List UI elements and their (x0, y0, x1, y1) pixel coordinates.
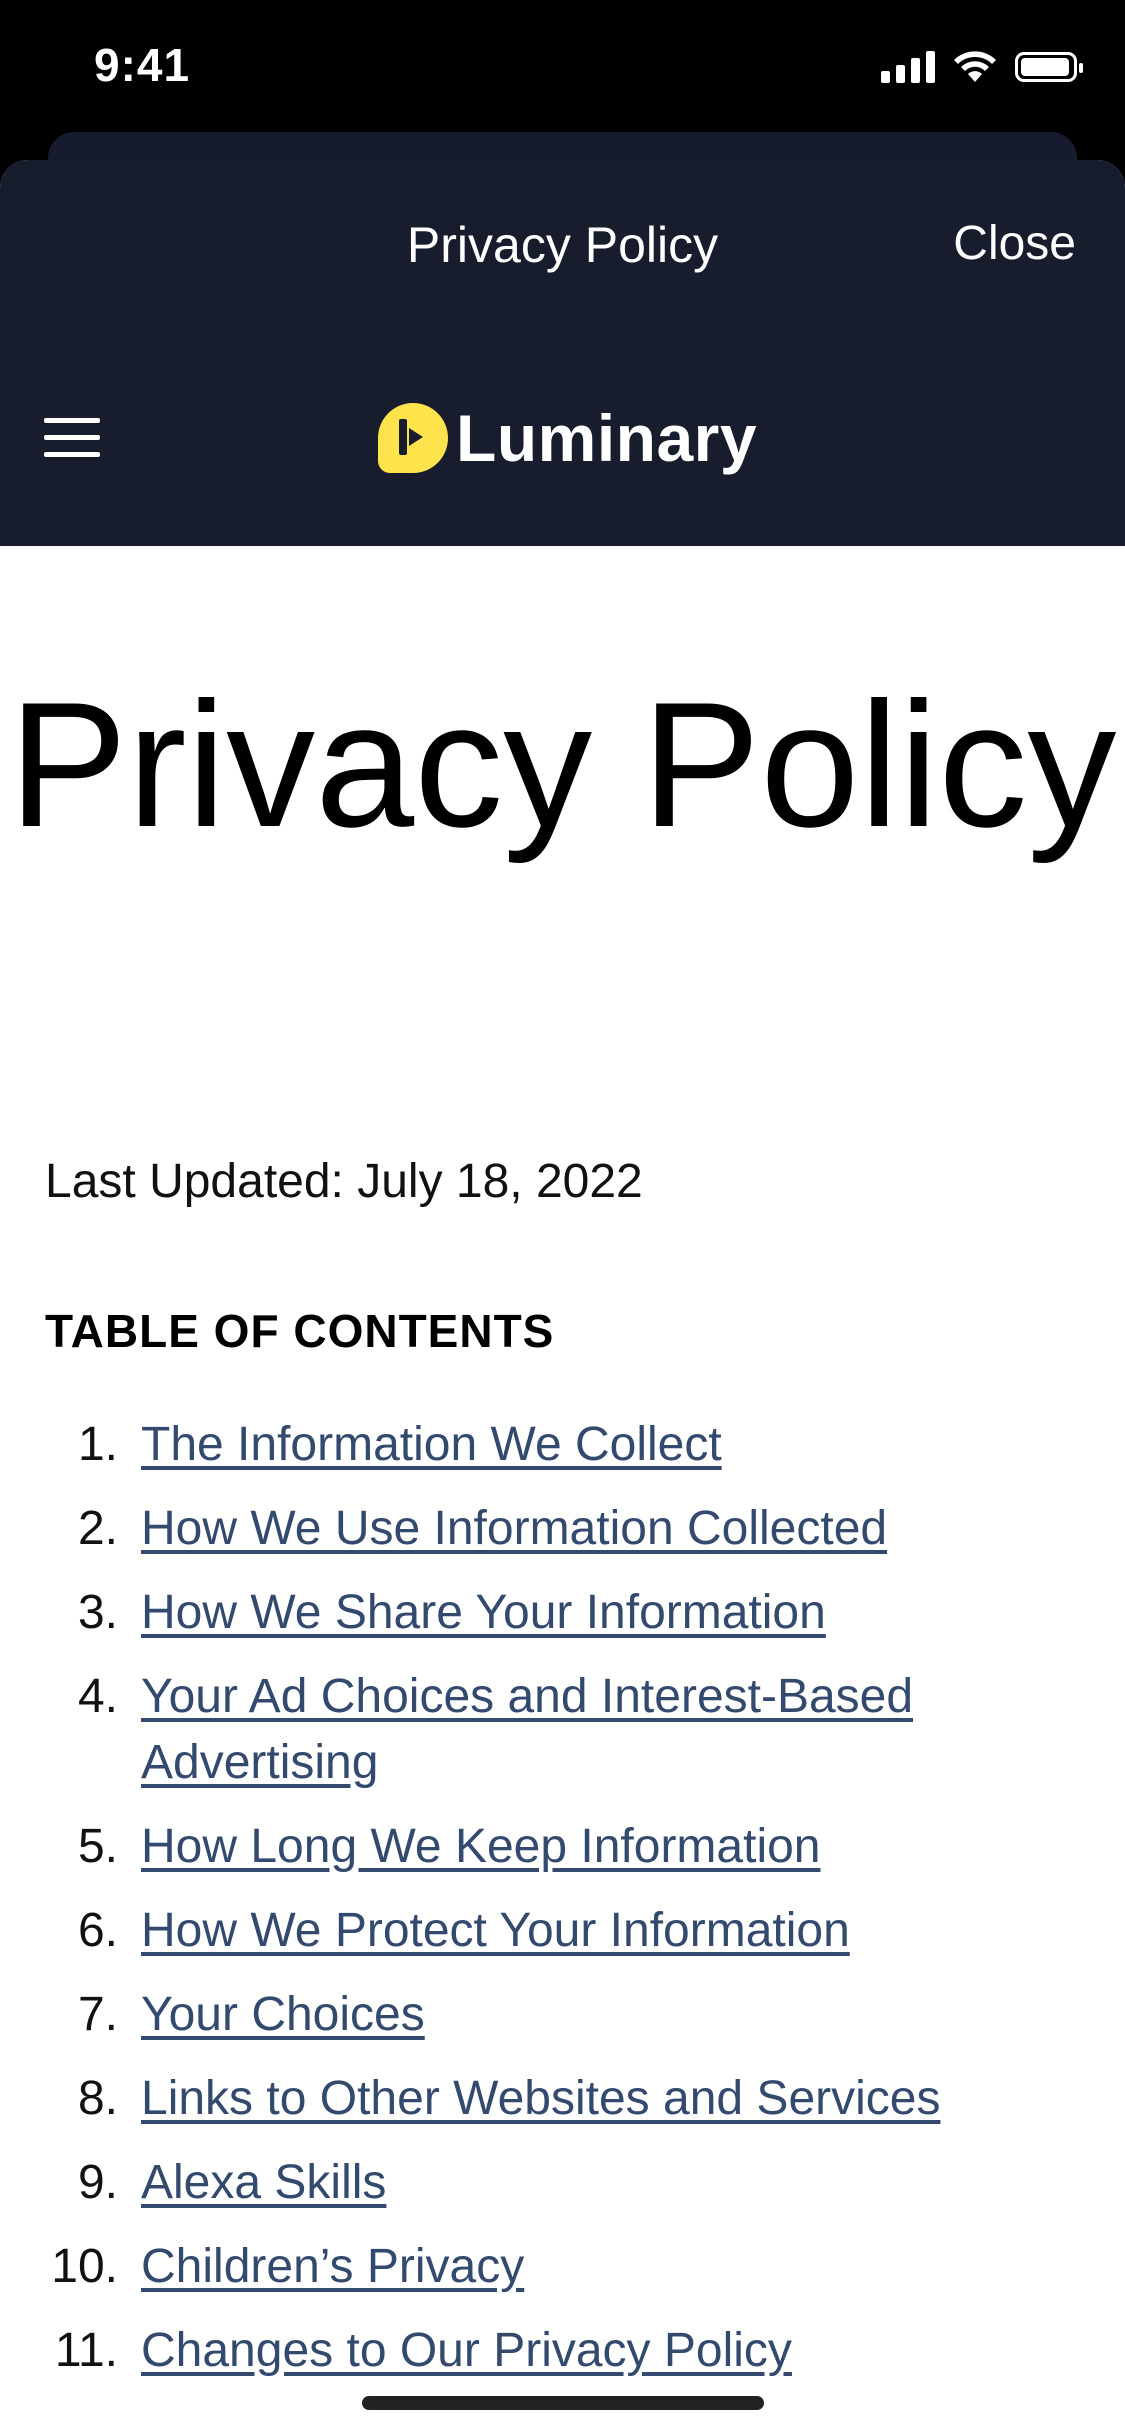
toc-number: 2. (77, 1502, 118, 1555)
toc-link[interactable]: The Information We Collect (141, 1418, 722, 1471)
toc-item (0, 2150, 1125, 2234)
toc-item (0, 2234, 1125, 2318)
last-updated: Last Updated: July 18, 2022 (45, 1155, 643, 1208)
toc-number: 9. (77, 2156, 118, 2209)
toc-link[interactable]: How We Use Information Collected (141, 1502, 888, 1555)
toc-number: 7. (77, 1988, 118, 2041)
toc-link[interactable]: Alexa Skills (141, 2156, 387, 2209)
toc-link[interactable]: Changes to Our Privacy Policy (141, 2324, 792, 2377)
toc-number: 11. (54, 2324, 118, 2377)
toc-link[interactable]: Links to Other Websites and Services (141, 2072, 941, 2125)
toc-number: 4. (77, 1670, 118, 1723)
toc-number: 10. (51, 2240, 118, 2293)
toc-number: 6. (77, 1904, 118, 1957)
table-of-contents (0, 1412, 1125, 2402)
toc-item (0, 1412, 1125, 1496)
status-bar (0, 0, 1125, 140)
toc-item (0, 2066, 1125, 2150)
wifi-icon (953, 50, 997, 84)
brand-name: Luminary (456, 401, 758, 475)
toc-link[interactable]: How We Protect Your Information (141, 1904, 850, 1957)
toc-item (0, 2318, 1125, 2402)
toc-number: 5. (77, 1820, 118, 1873)
toc-link[interactable]: How We Share Your Information (141, 1586, 826, 1639)
toc-item (0, 1898, 1125, 1982)
hamburger-menu-icon[interactable] (44, 418, 100, 458)
toc-link[interactable]: Your Choices (141, 1988, 425, 2041)
toc-item (0, 1580, 1125, 1664)
toc-item (0, 1664, 1125, 1814)
luminary-logo-icon (378, 403, 448, 473)
toc-item (0, 1982, 1125, 2066)
toc-number: 8. (77, 2072, 118, 2125)
status-time: 9:41 (94, 39, 191, 91)
toc-link[interactable]: Children’s Privacy (141, 2240, 525, 2293)
toc-item (0, 1814, 1125, 1898)
toc-heading: TABLE OF CONTENTS (45, 1305, 555, 1357)
privacy-policy-sheet (0, 160, 1125, 2436)
close-button[interactable]: Close (953, 217, 1076, 270)
page-title: Privacy Policy (8, 665, 1117, 864)
brand-logo-link[interactable] (378, 400, 757, 476)
home-indicator[interactable] (362, 2396, 764, 2410)
sheet-header (0, 160, 1125, 546)
modal-title: Privacy Policy (406, 217, 719, 273)
toc-number: 1. (77, 1418, 118, 1471)
toc-item (0, 1496, 1125, 1580)
cellular-signal-icon (881, 51, 935, 83)
toc-number: 3. (77, 1586, 118, 1639)
toc-link[interactable]: Your Ad Choices and Interest-Based Advertising (141, 1670, 914, 1789)
status-icons (881, 50, 1077, 84)
toc-link[interactable]: How Long We Keep Information (141, 1820, 821, 1873)
battery-icon (1015, 52, 1077, 82)
